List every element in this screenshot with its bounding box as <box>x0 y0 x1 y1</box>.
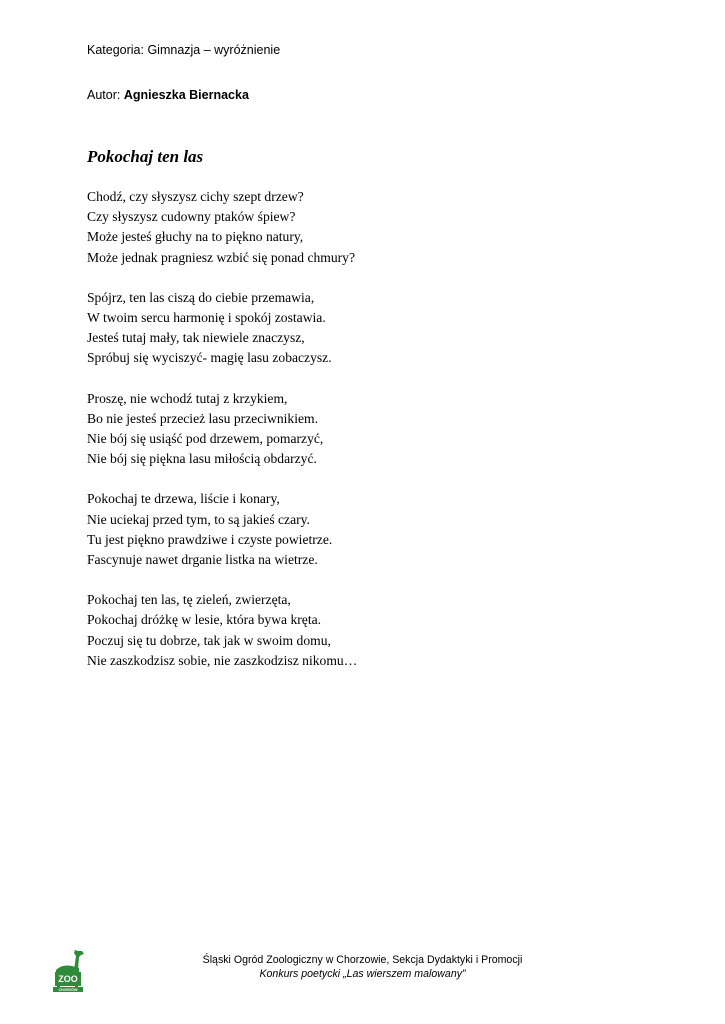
poem-line: Chodź, czy słyszysz cichy szept drzew? <box>87 189 304 204</box>
logo-text-top: ZOO <box>58 974 78 984</box>
logo-text-bottom: CHORZÓW <box>58 988 78 992</box>
poem-line: Może jednak pragniesz wzbić się ponad chmury? <box>87 249 355 265</box>
poem-line: Pokochaj ten las, tę zieleń, zwierzęta, <box>87 592 291 608</box>
poem-line: W twoim sercu harmonię i spokój zostawia. <box>87 310 326 326</box>
category-text: Kategoria: Gimnazja – wyróżnienie <box>87 43 281 57</box>
poem-line: Spróbuj się wyciszyć- magię lasu zobaczysz. <box>87 350 332 366</box>
poem-line: Poczuj się tu dobrze, tak jak w swoim domu, <box>87 632 331 648</box>
poem-line: Spójrz, ten las ciszą do ciebie przemawia, <box>87 289 315 305</box>
poem-line: Tu jest piękno prawdziwe i czyste powietrze. <box>87 531 333 547</box>
poem-line: Pokochaj dróżkę w lesie, która bywa kręta. <box>87 612 322 628</box>
poem-line: Nie uciekaj przed tym, to są jakieś czary. <box>87 511 310 527</box>
stanza <box>87 389 647 470</box>
stanza <box>87 288 647 369</box>
poem-line: Nie bój się piękna lasu miłością obdarzyć. <box>87 451 317 467</box>
stanza <box>87 187 647 268</box>
poem-title: Pokochaj ten las <box>87 147 204 166</box>
author-label: Autor: <box>87 88 121 102</box>
stanza <box>87 489 647 570</box>
poem-line: Fascynuje nawet drganie listka na wietrze. <box>87 552 318 568</box>
poem-line: Pokochaj te drzewa, liście i konary, <box>87 491 280 507</box>
poem-line: Jesteś tutaj mały, tak niewiele znaczysz, <box>87 330 305 346</box>
category-line <box>87 42 280 58</box>
author-line <box>87 87 249 103</box>
poem-line: Czy słyszysz cudowny ptaków śpiew? <box>87 209 296 225</box>
poem-line: Może jesteś głuchy na to piękno natury, <box>87 229 304 245</box>
footer-organization: Śląski Ogród Zoologiczny w Chorzowie, Sekcja Dydaktyki i Promocji <box>202 954 523 966</box>
poem-body <box>87 187 647 691</box>
poem-line: Nie zaszkodzisz sobie, nie zaszkodzisz nikomu… <box>87 652 358 668</box>
poem-line: Proszę, nie wchodź tutaj z krzykiem, <box>87 390 288 406</box>
author-name: Agnieszka Biernacka <box>123 88 249 102</box>
zoo-chorzow-logo-icon <box>48 948 88 994</box>
poem-line: Nie bój się usiąść pod drzewem, pomarzyć, <box>87 431 324 447</box>
footer-contest: Konkurs poetycki „Las wierszem malowany” <box>259 968 466 980</box>
footer-text <box>200 953 525 981</box>
stanza <box>87 590 647 671</box>
poem-line: Bo nie jesteś przecież lasu przeciwnikiem. <box>87 410 319 426</box>
